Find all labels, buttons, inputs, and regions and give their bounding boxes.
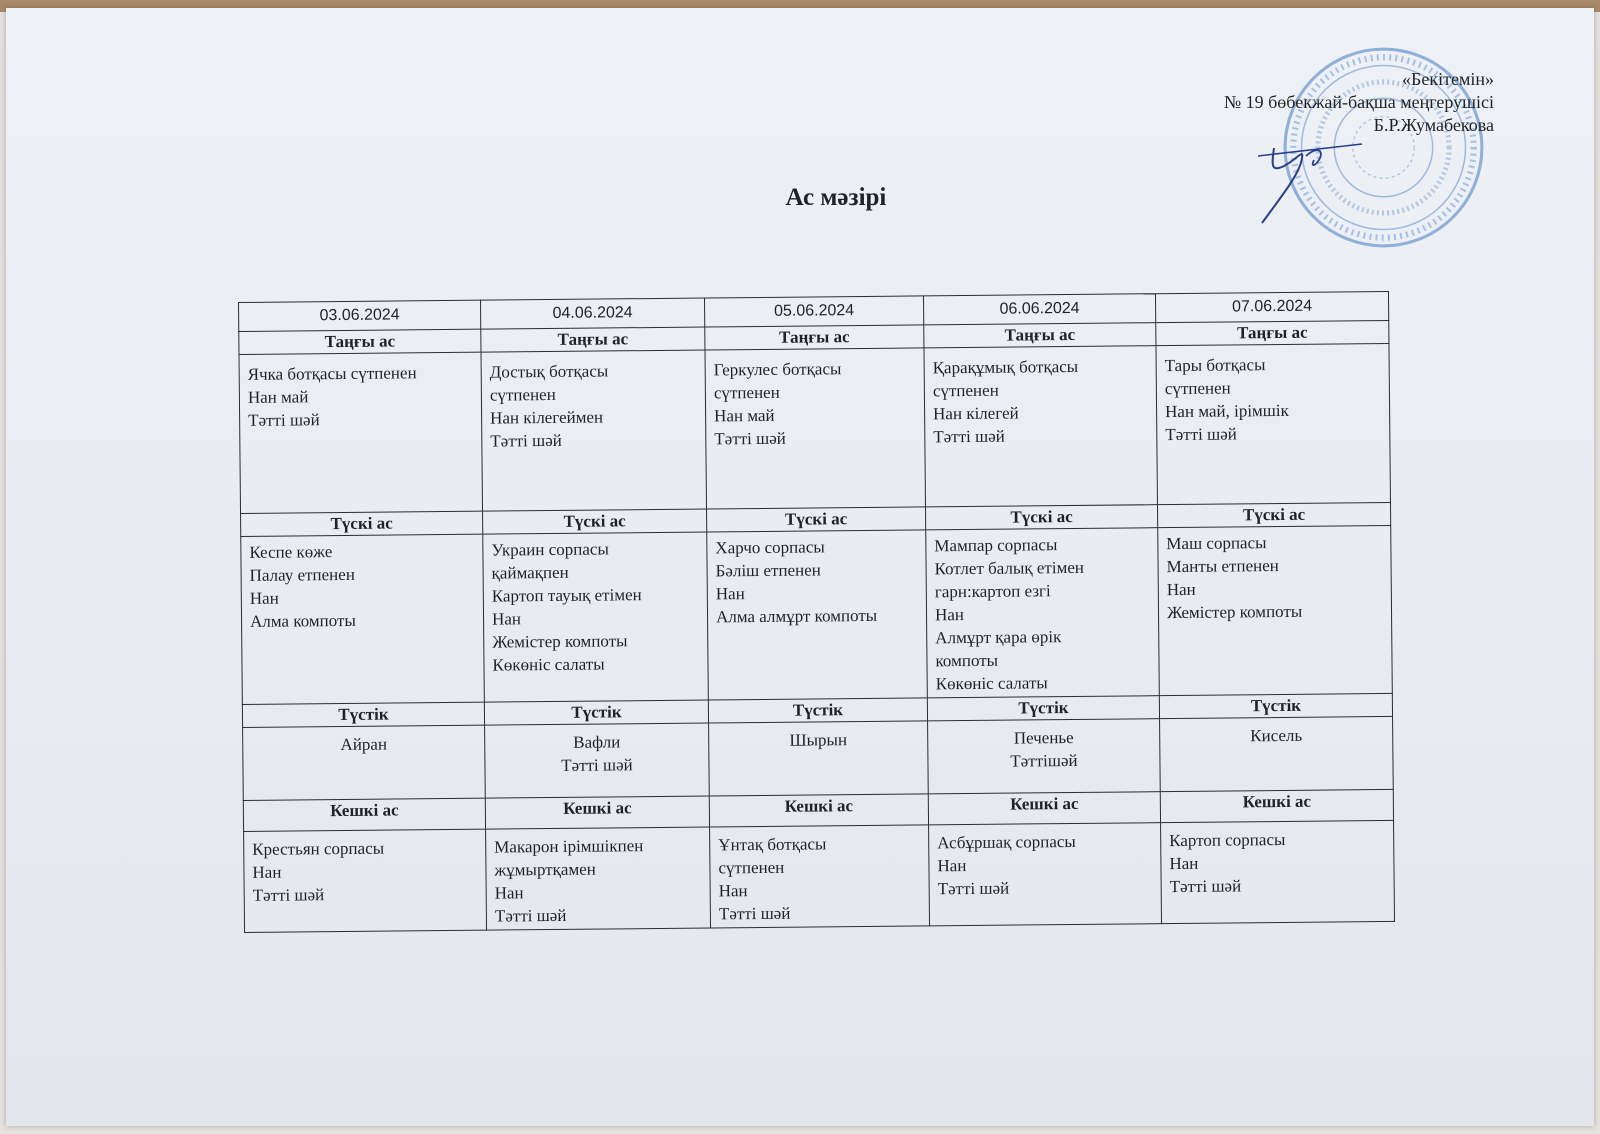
snack-items — [709, 721, 929, 796]
menu-item: сүтпенен — [1164, 378, 1231, 399]
menu-item: Кеспе көже — [249, 542, 333, 562]
menu-item: Палау етпенен — [249, 564, 355, 585]
menu-item: Тәтті шәй — [248, 410, 320, 430]
breakfast-items — [924, 346, 1158, 507]
menu-item: Ұнтақ ботқасы — [718, 834, 827, 855]
menu-item: жұмыртқамен — [494, 859, 596, 880]
date-cell: 07.06.2024 — [1155, 291, 1388, 322]
menu-item: Тәтті шәй — [1169, 876, 1242, 897]
meal-label-breakfast: Таңғы ас — [705, 325, 924, 350]
menu-item: Нан кілегеймен — [490, 407, 604, 428]
snack-items — [485, 723, 710, 798]
lunch-items — [1158, 525, 1393, 695]
dinner-items — [244, 829, 487, 932]
approval-label: «Бекітемін» — [1402, 69, 1494, 89]
menu-item: Достық ботқасы — [489, 361, 609, 382]
menu-item: Маш сорпасы — [1166, 533, 1267, 554]
menu-item: сүтпенен — [718, 857, 785, 878]
menu-item: Шырын — [789, 730, 848, 750]
breakfast-items — [481, 350, 707, 511]
menu-item: Тәтті шәй — [718, 903, 791, 924]
menu-table-container — [238, 291, 1395, 933]
meal-label-breakfast: Таңғы ас — [481, 327, 705, 352]
meal-label-snack: Түстік — [1159, 693, 1392, 718]
meal-label-lunch: Түскі ас — [483, 509, 707, 534]
dinner-items-row — [244, 820, 1395, 932]
menu-item: Алма алмұрт компоты — [715, 605, 878, 627]
meal-label-dinner: Кешкі ас — [928, 792, 1160, 825]
menu-item: Печенье — [1013, 727, 1074, 748]
menu-item: Тәтті шәй — [490, 430, 562, 451]
dinner-items — [1161, 820, 1395, 923]
breakfast-items — [705, 348, 926, 509]
menu-item: Нан — [1169, 853, 1199, 874]
menu-item: Геркулес ботқасы — [713, 359, 842, 380]
lunch-items — [483, 532, 709, 702]
menu-item: Нан — [249, 588, 279, 608]
menu-item: Нан — [934, 605, 965, 625]
meal-label-breakfast: Таңғы ас — [239, 329, 481, 354]
menu-item: Нан — [937, 856, 967, 876]
menu-item: Нан — [718, 881, 748, 901]
dinner-items — [710, 825, 930, 928]
menu-item: Айран — [340, 734, 388, 755]
menu-item: Картоп тауық етімен — [491, 585, 642, 606]
meal-label-snack: Түстік — [484, 700, 708, 725]
lunch-items — [707, 530, 928, 700]
menu-item: Жемістер компоты — [492, 631, 628, 652]
menu-item: Нан — [715, 584, 745, 604]
menu-item: Тәтті шәй — [714, 428, 786, 449]
menu-item: компоты — [935, 650, 999, 671]
menu-item: Картоп сорпасы — [1169, 829, 1286, 851]
menu-item: Тәттішәй — [1010, 750, 1078, 771]
menu-item: сүтпенен — [932, 380, 999, 401]
meal-label-lunch: Түскі ас — [925, 505, 1157, 530]
menu-item: Тәтті шәй — [937, 878, 1010, 899]
dinner-items — [929, 823, 1162, 926]
menu-item: Тәтті шәй — [252, 885, 325, 905]
approver-position: № 19 бөбекжай-бақша меңгерушісі — [1223, 92, 1494, 112]
menu-item: сүтпенен — [489, 384, 556, 405]
menu-item: Нан — [494, 883, 524, 903]
snack-items — [1160, 716, 1394, 791]
meal-label-lunch: Түскі ас — [707, 507, 926, 532]
snack-items — [928, 719, 1161, 794]
meal-label-dinner: Кешкі ас — [485, 796, 709, 829]
menu-item: Нан май — [247, 387, 309, 407]
menu-item: Тәтті шәй — [561, 755, 633, 775]
breakfast-items — [239, 352, 483, 513]
menu-item: Жемістер компоты — [1166, 601, 1303, 623]
menu-item: Нан — [1166, 579, 1196, 600]
meal-label-dinner: Кешкі ас — [243, 798, 485, 831]
menu-item: Асбұршақ сорпасы — [937, 831, 1076, 853]
menu-item: Кисель — [1250, 725, 1303, 746]
lunch-items-row — [241, 525, 1393, 704]
meal-label-snack: Түстік — [708, 698, 927, 723]
snack-items-row — [243, 716, 1394, 800]
meal-label-breakfast: Таңғы ас — [1156, 320, 1389, 345]
menu-item: Нан май, ірімшік — [1165, 400, 1289, 422]
menu-item: Котлет балық етімен — [934, 557, 1085, 579]
meal-label-dinner: Кешкі ас — [1160, 789, 1393, 822]
menu-item: Ячка ботқасы сүтпенен — [247, 363, 417, 384]
date-cell: 04.06.2024 — [480, 298, 704, 329]
menu-item: Харчо сорпасы — [715, 537, 825, 558]
menu-item: Тәтті шәй — [933, 426, 1005, 447]
menu-item: Нан — [491, 609, 522, 629]
approval-block — [1224, 68, 1494, 137]
menu-item: Мампар сорпасы — [934, 535, 1058, 556]
meal-label-lunch: Түскі ас — [1157, 502, 1390, 527]
breakfast-items — [1156, 343, 1391, 504]
menu-item: Вафли — [573, 732, 621, 752]
meal-label-lunch: Түскі ас — [241, 511, 483, 536]
date-cell: 03.06.2024 — [239, 300, 481, 331]
dinner-items — [486, 827, 711, 930]
meal-label-breakfast: Таңғы ас — [924, 323, 1156, 348]
menu-item: Нан кілегей — [933, 403, 1019, 424]
menu-item: Көкөніс салаты — [935, 673, 1048, 694]
paper-sheet — [6, 8, 1594, 1126]
date-cell: 05.06.2024 — [704, 296, 923, 327]
menu-item: қаймақпен — [491, 562, 569, 583]
menu-item: Нан — [252, 862, 282, 882]
snack-items — [243, 725, 486, 800]
menu-item: Алма компоты — [249, 610, 356, 631]
menu-item: Көкөніс салаты — [492, 654, 605, 675]
menu-item: Тәтті шәй — [494, 905, 567, 926]
menu-table — [238, 291, 1395, 933]
breakfast-items-row — [239, 343, 1390, 513]
menu-item: сүтпенен — [713, 382, 780, 403]
menu-item: Бәліш етпенен — [715, 560, 821, 581]
menu-item: Крестьян сорпасы — [252, 838, 385, 859]
menu-item: Украин сорпасы — [491, 539, 609, 560]
meal-label-dinner: Кешкі ас — [709, 794, 928, 827]
menu-item: Нан май — [714, 405, 775, 426]
page-title: Ас мәзірі — [785, 184, 887, 211]
lunch-items — [241, 534, 485, 704]
meal-label-snack: Түстік — [927, 696, 1159, 721]
menu-item: Тәтті шәй — [1165, 424, 1237, 445]
approver-name: Б.Р.Жумабекова — [1373, 115, 1494, 135]
menu-item: гарн:картоп езгі — [934, 581, 1051, 602]
menu-item: Манты етпенен — [1166, 556, 1279, 577]
menu-item: Макарон ірімшікпен — [494, 836, 644, 857]
menu-item: Қарақұмық ботқасы — [932, 356, 1079, 378]
meal-label-snack: Түстік — [242, 702, 484, 727]
menu-item: Алмұрт қара өрік — [935, 627, 1062, 648]
menu-item: Тары ботқасы — [1164, 355, 1266, 376]
date-cell: 06.06.2024 — [923, 294, 1155, 325]
lunch-items — [926, 528, 1160, 698]
